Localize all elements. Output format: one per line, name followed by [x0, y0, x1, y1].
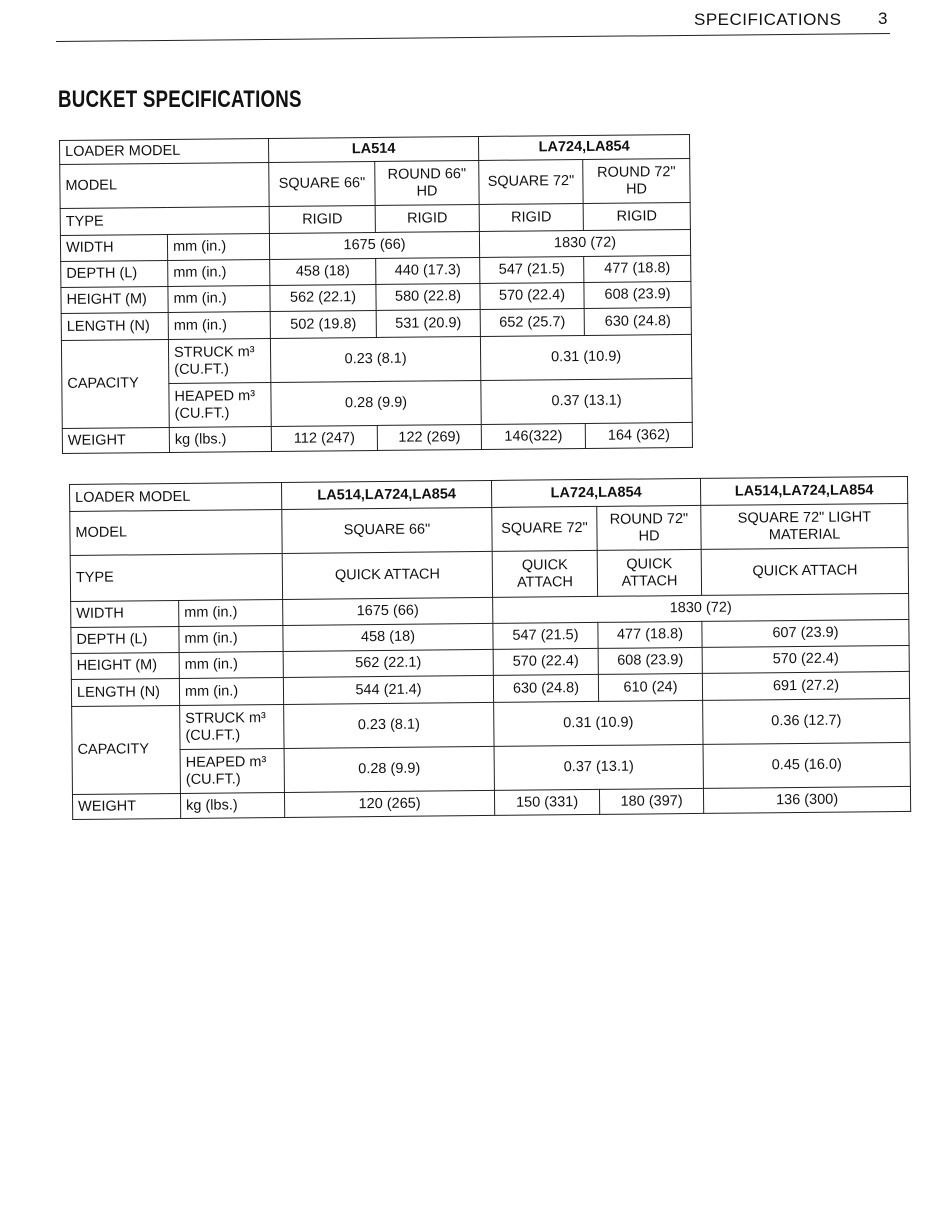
unit-label: kg (lbs.): [169, 426, 271, 452]
weight-value: 112 (247): [271, 425, 377, 451]
struck-value: 0.23 (8.1): [284, 702, 494, 748]
unit-label: mm (in.): [167, 233, 269, 260]
capacity-label: CAPACITY: [61, 339, 169, 428]
bucket-spec-table-quick-attach: [69, 476, 911, 820]
length-value: 691 (27.2): [702, 671, 909, 700]
unit-label: mm (in.): [168, 259, 270, 286]
type-cell: QUICK ATTACH: [492, 550, 597, 597]
model-cell: ROUND 72" HD: [583, 158, 690, 203]
type-cell: RIGID: [479, 203, 583, 231]
model-cell: ROUND 66" HD: [375, 160, 479, 205]
struck-text: STRUCK m³: [173, 343, 255, 361]
length-value: 544 (21.4): [283, 675, 493, 704]
model-cell: SQUARE 66": [269, 161, 375, 206]
struck-value: 0.31 (10.9): [494, 700, 703, 746]
heaped-value: 0.28 (9.9): [271, 380, 481, 426]
model-cell: SQUARE 72": [479, 159, 583, 204]
struck-label: [168, 338, 270, 383]
type-cell: RIGID: [269, 205, 375, 233]
heaped-value: 0.37 (13.1): [494, 744, 703, 790]
weight-value: 120 (265): [284, 790, 494, 817]
height-value: 570 (22.4): [480, 282, 584, 309]
header-rule: [56, 33, 890, 42]
table-row: [60, 158, 690, 208]
weight-value: 122 (269): [377, 424, 481, 450]
length-value: 630 (24.8): [584, 307, 691, 335]
heaped-label: [180, 748, 284, 793]
weight-value: 180 (397): [599, 788, 703, 814]
type-label: TYPE: [70, 553, 282, 601]
table-row: [61, 334, 691, 384]
type-cell: RIGID: [583, 202, 690, 230]
loader-model-label: LOADER MODEL: [60, 138, 269, 164]
cuft-text: (CU.FT.): [174, 360, 230, 378]
length-value: 652 (25.7): [480, 308, 584, 336]
loader-group-la514: LA514: [269, 136, 479, 162]
width-label: WIDTH: [71, 600, 179, 627]
bucket-spec-table-rigid: [59, 134, 693, 454]
struck-value: 0.36 (12.7): [703, 698, 910, 744]
table-row: [62, 422, 692, 453]
unit-label: mm (in.): [179, 625, 283, 652]
depth-value: 458 (18): [283, 623, 493, 651]
width-value: 1675 (66): [283, 597, 493, 625]
depth-value: 607 (23.9): [702, 619, 909, 647]
loader-model-label: LOADER MODEL: [70, 482, 282, 511]
unit-label: mm (in.): [179, 651, 283, 678]
length-label: LENGTH (N): [61, 312, 168, 340]
model-cell: SQUARE 72": [492, 506, 597, 551]
page-title: BUCKET SPECIFICATIONS: [58, 86, 302, 113]
depth-value: 440 (17.3): [376, 257, 480, 284]
width-label: WIDTH: [60, 234, 167, 261]
weight-label: WEIGHT: [72, 793, 180, 819]
width-value: 1675 (66): [269, 231, 479, 259]
weight-value: 164 (362): [585, 422, 692, 448]
struck-value: 0.31 (10.9): [480, 334, 691, 380]
depth-label: DEPTH (L): [61, 260, 168, 287]
section-heading: SPECIFICATIONS: [694, 10, 842, 29]
model-cell: SQUARE 66": [282, 507, 492, 553]
model-label: MODEL: [60, 162, 269, 208]
depth-value: 547 (21.5): [493, 622, 598, 649]
height-value: 562 (22.1): [270, 284, 376, 311]
model-label: MODEL: [70, 509, 282, 555]
type-label: TYPE: [60, 206, 269, 235]
length-value: 502 (19.8): [270, 310, 376, 338]
type-cell: QUICK ATTACH: [701, 547, 908, 595]
model-cell: ROUND 72" HD: [597, 505, 701, 550]
page-number: 3: [878, 9, 888, 28]
depth-value: 458 (18): [270, 258, 376, 285]
height-value: 562 (22.1): [283, 649, 493, 677]
type-cell: QUICK ATTACH: [597, 549, 701, 596]
heaped-text: HEAPED m³: [174, 387, 256, 405]
height-value: 608 (23.9): [584, 281, 691, 308]
type-cell: RIGID: [375, 204, 479, 232]
height-value: 580 (22.8): [376, 283, 480, 310]
weight-label: WEIGHT: [62, 427, 169, 453]
height-label: HEIGHT (M): [71, 652, 179, 679]
heaped-value: 0.28 (9.9): [284, 746, 494, 792]
struck-value: 0.23 (8.1): [270, 336, 480, 382]
depth-value: 477 (18.8): [584, 255, 691, 282]
weight-value: 146(322): [481, 423, 585, 449]
length-value: 610 (24): [598, 673, 702, 701]
length-value: 531 (20.9): [376, 309, 480, 337]
unit-label: mm (in.): [168, 285, 270, 312]
weight-value: 150 (331): [494, 789, 599, 815]
height-value: 570 (22.4): [702, 645, 909, 673]
capacity-label: CAPACITY: [72, 705, 181, 794]
type-cell: QUICK ATTACH: [282, 551, 492, 599]
struck-text: STRUCK m³: [185, 709, 266, 727]
loader-group-la514-la724-la854: LA514,LA724,LA854: [701, 476, 908, 505]
depth-value: 477 (18.8): [598, 621, 702, 648]
loader-group-la724-la854: LA724,LA854: [492, 478, 701, 507]
length-value: 630 (24.8): [493, 674, 598, 702]
depth-value: 547 (21.5): [480, 256, 584, 283]
cuft-text: (CU.FT.): [185, 770, 241, 788]
width-value: 1830 (72): [493, 593, 909, 623]
cuft-text: (CU.FT.): [185, 726, 241, 744]
heaped-value: 0.45 (16.0): [703, 742, 910, 788]
unit-label: kg (lbs.): [180, 792, 284, 818]
struck-label: [180, 704, 284, 749]
model-cell: SQUARE 72" LIGHT MATERIAL: [701, 503, 908, 549]
weight-value: 136 (300): [703, 786, 910, 813]
height-value: 608 (23.9): [598, 647, 702, 674]
depth-label: DEPTH (L): [71, 626, 179, 653]
cuft-text: (CU.FT.): [174, 404, 230, 422]
width-value: 1830 (72): [479, 229, 690, 257]
loader-group-la514-la724-la854: LA514,LA724,LA854: [282, 480, 492, 509]
unit-label: mm (in.): [179, 677, 283, 705]
length-label: LENGTH (N): [71, 678, 179, 706]
heaped-label: [169, 382, 271, 427]
heaped-text: HEAPED m³: [185, 753, 267, 771]
height-label: HEIGHT (M): [61, 286, 168, 313]
unit-label: mm (in.): [168, 311, 270, 339]
heaped-value: 0.37 (13.1): [481, 378, 692, 424]
height-value: 570 (22.4): [493, 648, 598, 675]
unit-label: mm (in.): [179, 599, 283, 626]
loader-group-la724-la854: LA724,LA854: [479, 134, 690, 160]
table-row: [70, 547, 908, 601]
